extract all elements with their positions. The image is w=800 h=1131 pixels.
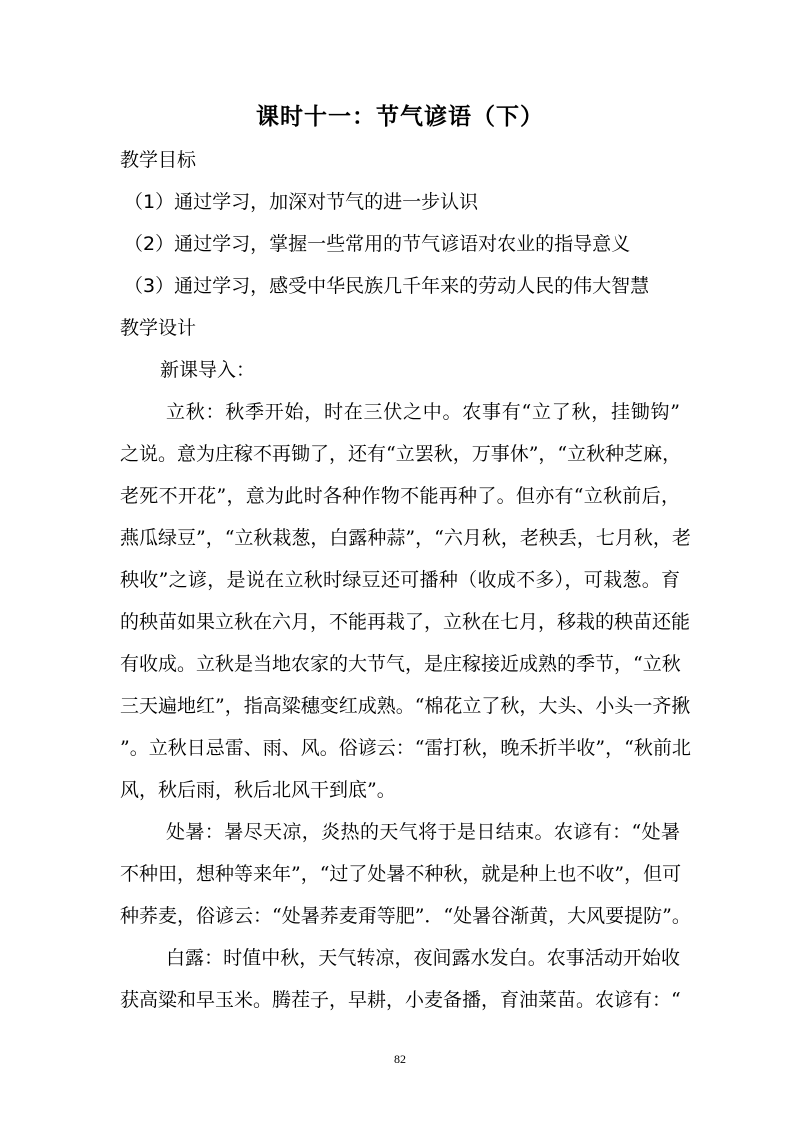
objective-item: （1）通过学习，加深对节气的进一步认识	[124, 191, 479, 213]
paragraph-line: 立秋：秋季开始，时在三伏之中。农事有“立了秋，挂锄钩”	[166, 401, 680, 423]
paragraph-line: 之说。意为庄稼不再锄了，还有“立罢秋，万事休”，“立秋种芝麻，	[120, 443, 682, 465]
paragraph-line: 不种田，想种等来年”，“过了处暑不种秋，就是种上也不收”，但可	[120, 863, 682, 885]
paragraph-line: 种荞麦，俗谚云：“处暑荞麦甭等肥”．“处暑谷渐黄，大风要提防”。	[120, 905, 691, 927]
design-intro: 新课导入：	[160, 359, 256, 381]
paragraph-line: 三天遍地红”，指高粱穗变红成熟。“棉花立了秋，大头、小头一齐揪	[120, 695, 691, 717]
solar-term-liqiu: 立秋：	[166, 401, 226, 423]
objectives-heading: 教学目标	[120, 149, 197, 171]
paragraph-line: 白露：时值中秋，天气转凉，夜间露水发白。农事活动开始收	[166, 947, 680, 969]
paragraph-line: ”。立秋日忌雷、雨、风。俗谚云：“雷打秋，晚禾折半收”，“秋前北	[120, 737, 691, 759]
paragraph-line: 风，秋后雨，秋后北风干到底”。	[120, 779, 396, 801]
paragraph-line: 燕瓜绿豆”，“立秋栽葱，白露种蒜”，“六月秋，老秧丢，七月秋，老	[120, 527, 691, 549]
objective-item: （2）通过学习，掌握一些常用的节气谚语对农业的指导意义	[124, 233, 631, 255]
solar-term-bailu: 白露：	[166, 947, 224, 969]
page-number: 82	[394, 1052, 406, 1066]
paragraph-line: 老死不开花”，意为此时各种作物不能再种了。但亦有“立秋前后，	[120, 485, 680, 507]
solar-term-chushu: 处暑：	[166, 821, 225, 843]
design-heading: 教学设计	[120, 317, 197, 339]
objective-item: （3）通过学习，感受中华民族几千年来的劳动人民的伟大智慧	[124, 275, 650, 297]
paragraph-line: 有收成。立秋是当地农家的大节气，是庄稼接近成熟的季节，“立秋	[120, 653, 681, 675]
paragraph-line: 获高粱和早玉米。腾茬子，早耕，小麦备播，育油菜苗。农谚有：“	[120, 989, 681, 1011]
paragraph-line: 秧收”之谚，是说在立秋时绿豆还可播种（收成不多），可栽葱。育	[120, 569, 680, 591]
paragraph-line: 的秧苗如果立秋在六月，不能再栽了，立秋在七月，移栽的秧苗还能	[120, 611, 691, 633]
page-title: 课时十一：节气谚语（下）	[256, 104, 544, 130]
paragraph-line: 处暑：暑尽天凉，炎热的天气将于是日结束。农谚有：“处暑	[166, 821, 680, 843]
